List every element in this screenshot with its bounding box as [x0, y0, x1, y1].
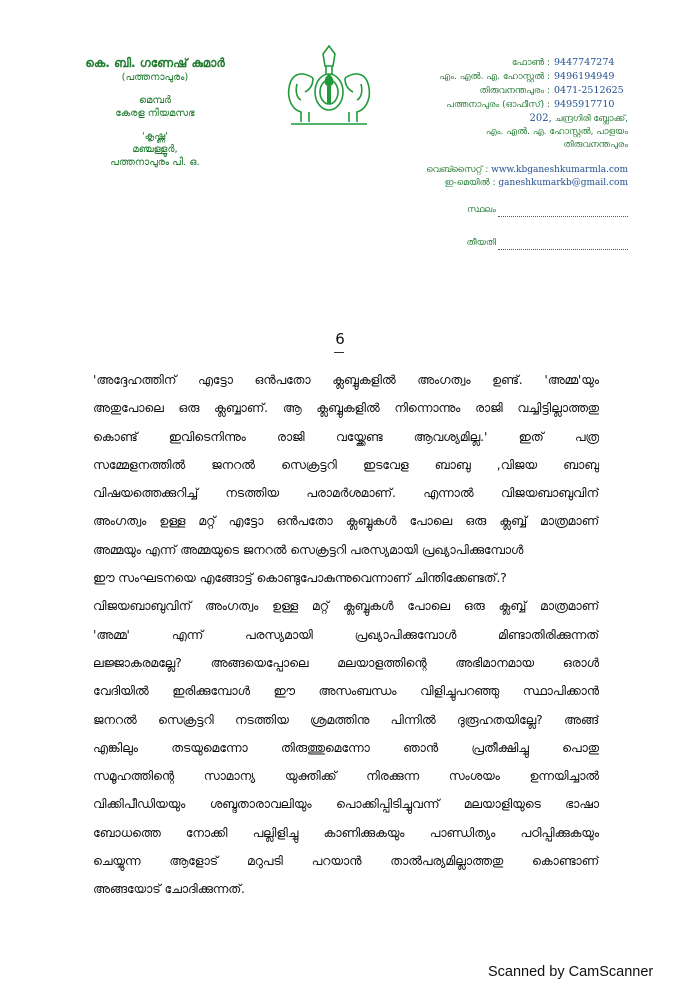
contact-row	[380, 56, 628, 70]
place-field-label: സ്ഥലം	[467, 205, 496, 215]
website-label: വെബ്സൈറ്റ് :	[426, 165, 489, 175]
contact-label: പത്തനാപുരം (ഓഫീസ്) :	[446, 100, 550, 110]
body-line: 'അമ്മ' എന്ന് പരസ്യമായി പ്രഖ്യാപിക്കുമ്പോൾ മിണ്ടാതിരിക്കുന്നത്	[93, 627, 599, 642]
camscanner-watermark: Scanned by CamScanner	[488, 964, 654, 980]
hostel-address	[380, 112, 628, 152]
contact-value: 9495917710	[554, 99, 615, 110]
body-line: 'അദ്ദേഹത്തിന് എട്ടോ ഒൻപതോ ക്ലബ്ബുകളിൽ അംഗത്വം ഉണ്ട്. 'അമ്മ'യും	[93, 373, 599, 387]
body-line: എങ്കിലും തടയുമെന്നോ തിരുത്തുമെന്നോ ഞാൻ പ്രതീക്ഷിച്ചു പൊതു	[93, 740, 599, 755]
contact-label: ഫോൺ :	[511, 58, 550, 68]
mla-name: കെ. ബി. ഗണേഷ് കുമാർ	[85, 56, 225, 70]
body-line: സമൂഹത്തിന്റെ സാമാന്യ യുക്തിക്ക് നിരക്കുന്ന സംശയം ഉന്നയിച്ചാൽ	[93, 769, 599, 784]
body-line: വിഷയത്തെക്കുറിച്ച് നടത്തിയ പരാമർശമാണ്. എന്നാൽ വിജയബാബുവിന്	[93, 486, 599, 501]
contact-row	[380, 70, 628, 84]
letter-body	[93, 366, 599, 904]
body-line: വേദിയിൽ ഇരിക്കുമ്പോൾ ഈ അസംബന്ധം വിളിച്ചുപറഞ്ഞു സ്ഥാപിക്കാൻ	[93, 684, 599, 699]
designation: മെമ്പർ	[138, 95, 172, 106]
body-line: അങ്ങയോട് ചോദിക്കുന്നത്.	[93, 882, 245, 897]
place: മഞ്ചള്ളൂർ,	[132, 144, 178, 155]
post-office: പത്തനാപുരം പി. ഒ.	[110, 157, 200, 168]
hostel-address-line: എം. എൽ. എ. ഹോസ്റ്റൽ, പാളയം	[485, 127, 628, 137]
date-field-line	[498, 240, 628, 250]
letterhead-right	[380, 56, 628, 250]
letterhead-left	[60, 56, 250, 169]
email-label: ഇ-മെയിൽ :	[444, 178, 496, 188]
body-line: കൊണ്ട് ഇവിടെനിന്നും രാജി വയ്ക്കേണ്ട ആവശ്യമില്ല.' ഇത് പത്ര	[93, 429, 599, 444]
body-line: വിജയബാബുവിന് അംഗത്വം ഉള്ള മറ്റ് ക്ലബ്ബുകൾ പോലെ ഒരു ക്ലബ്ബ് മാത്രമാണ്	[93, 599, 599, 614]
page-number-underline	[334, 352, 344, 353]
hostel-block: ചന്ദ്രഗിരി ബ്ലോക്ക്,	[554, 114, 628, 124]
constituency: (പത്തനാപുരം)	[121, 72, 189, 83]
body-line: ഈ സംഘടനയെ എങ്ങോട്ട് കൊണ്ടുപോകുന്നുവെന്നാണ് ചിന്തിക്കേണ്ടത്.?	[93, 571, 507, 586]
body-line: ജനറൽ സെക്രട്ടറി നടത്തിയ ശ്രമത്തിനു പിന്നിൽ ദുരൂഹതയില്ലേ? അങ്ങ്	[93, 712, 599, 727]
body-line: ചെയ്യുന്ന ആളോട് മറുപടി പറയാൻ താൽപര്യമില്ലാത്തതു കൊണ്ടാണ്	[93, 854, 599, 869]
contact-label: എം. എൽ. എ. ഹോസ്റ്റൽ :	[439, 72, 550, 82]
date-field	[380, 237, 628, 250]
hostel-number: 202,	[529, 113, 552, 124]
house-name: 'കൃഷ്ണ'	[142, 131, 168, 142]
body-line: അതുപോലെ ഒരു ക്ലബ്ബാണ്. ആ ക്ലബ്ബുകളിൽ നിന്നൊന്നും രാജി വച്ചിട്ടില്ലാത്തതു	[93, 401, 599, 416]
body-line: സമ്മേളനത്തിൽ ജനറൽ സെക്രട്ടറി ഇടവേള ബാബു ,വിജയ ബാബു	[93, 457, 599, 472]
contact-value: 9496194949	[554, 71, 615, 82]
contact-row	[380, 98, 628, 112]
body-line: വിക്കിപീഡിയയും ശബ്ദതാരാവലിയും പൊക്കിപ്പിടിച്ചുവന്ന് മലയാളിയുടെ ഭാഷാ	[93, 797, 599, 812]
hostel-city: തിരുവനന്തപുരം	[563, 140, 628, 150]
assembly: കേരള നിയമസഭ	[115, 108, 195, 119]
web-contacts	[380, 164, 628, 190]
body-line: ലജ്ജാകരമല്ലേ? അങ്ങയെപ്പോലെ മലയാളത്തിന്റെ അഭിമാനമായ ഒരാൾ	[93, 655, 599, 670]
page-number: 6	[335, 330, 345, 348]
body-line: ബോധത്തെ നോക്കി പല്ലിളിച്ചു കാണിക്കുകയും പാണ്ഡിത്യം പഠിപ്പിക്കുകയും	[93, 825, 599, 840]
website-value: www.kbganeshkumarmla.com	[491, 165, 628, 175]
contact-label: തിരുവനന്തപുരം :	[479, 86, 550, 96]
body-line: അംഗത്വം ഉള്ള മറ്റ് എട്ടോ ഒൻപതോ ക്ലബ്ബുകൾ പോലെ ഒരു ക്ലബ്ബ് മാത്രമാണ്	[93, 514, 599, 529]
body-line: അമ്മയും എന്ന് അമ്മയുടെ ജനറൽ സെക്രട്ടറി പരസ്യമായി പ്രഖ്യാപിക്കുമ്പോൾ	[93, 542, 524, 557]
contact-row	[380, 84, 628, 98]
place-field-line	[498, 207, 628, 217]
contact-value: 0471-2512625	[554, 85, 624, 96]
kerala-emblem-icon	[283, 40, 375, 128]
place-field	[380, 204, 628, 217]
contact-value: 9447747274	[554, 57, 615, 68]
email-value: ganeshkumarkb@gmail.com	[498, 178, 628, 188]
date-field-label: തീയതി	[466, 238, 496, 248]
